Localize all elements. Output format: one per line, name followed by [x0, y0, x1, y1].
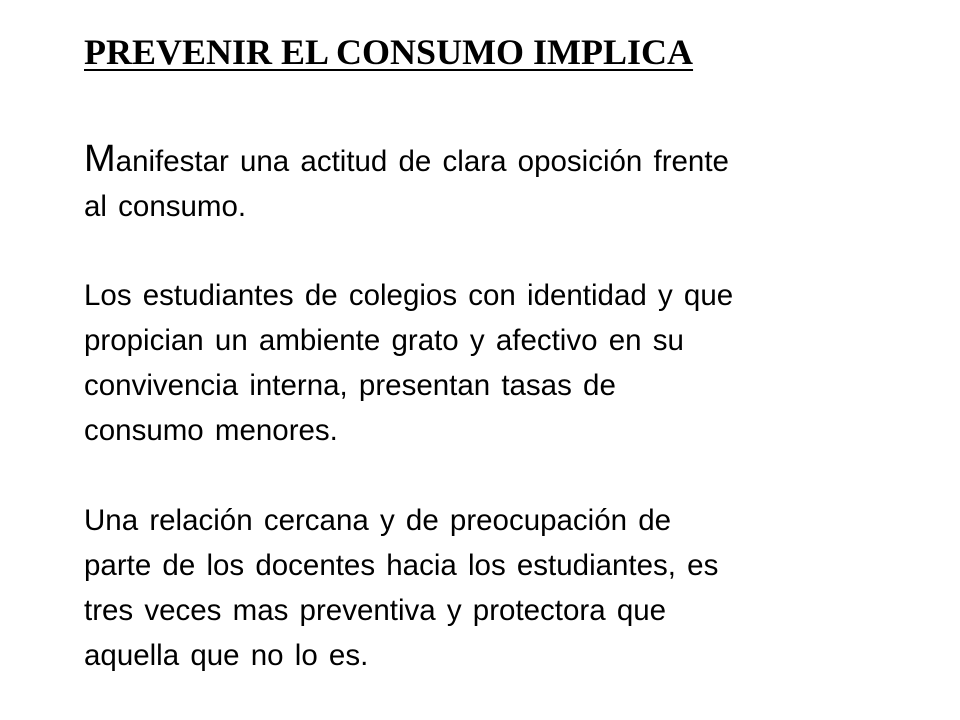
paragraph-schools-line-2: propician un ambiente grato y afectivo en su [84, 324, 684, 357]
paragraph-teachers-line-1: Una relación cercana y de preocupación de [84, 504, 672, 537]
paragraph-attitude [84, 137, 904, 229]
drop-initial: M [84, 138, 116, 180]
paragraph-attitude-line-1-text: anifestar una actitud de clara oposición frente [115, 145, 729, 178]
paragraph-attitude-line-2: al consumo. [84, 190, 247, 223]
paragraph-schools [84, 273, 904, 453]
paragraph-teachers-line-2: parte de los docentes hacia los estudiantes, es [84, 549, 719, 582]
paragraph-teachers-line-4: aquella que no lo es. [84, 639, 369, 672]
paragraph-teachers [84, 498, 904, 678]
paragraph-schools-line-4: consumo menores. [84, 414, 338, 447]
paragraph-schools-line-3: convivencia interna, presentan tasas de [84, 369, 616, 402]
slide-title: PREVENIR EL CONSUMO IMPLICA [84, 32, 694, 72]
paragraph-attitude-line-1 [84, 137, 904, 184]
paragraph-schools-line-1: Los estudiantes de colegios con identidad y que [84, 279, 734, 312]
paragraph-teachers-line-3: tres veces mas preventiva y protectora que [84, 594, 667, 627]
